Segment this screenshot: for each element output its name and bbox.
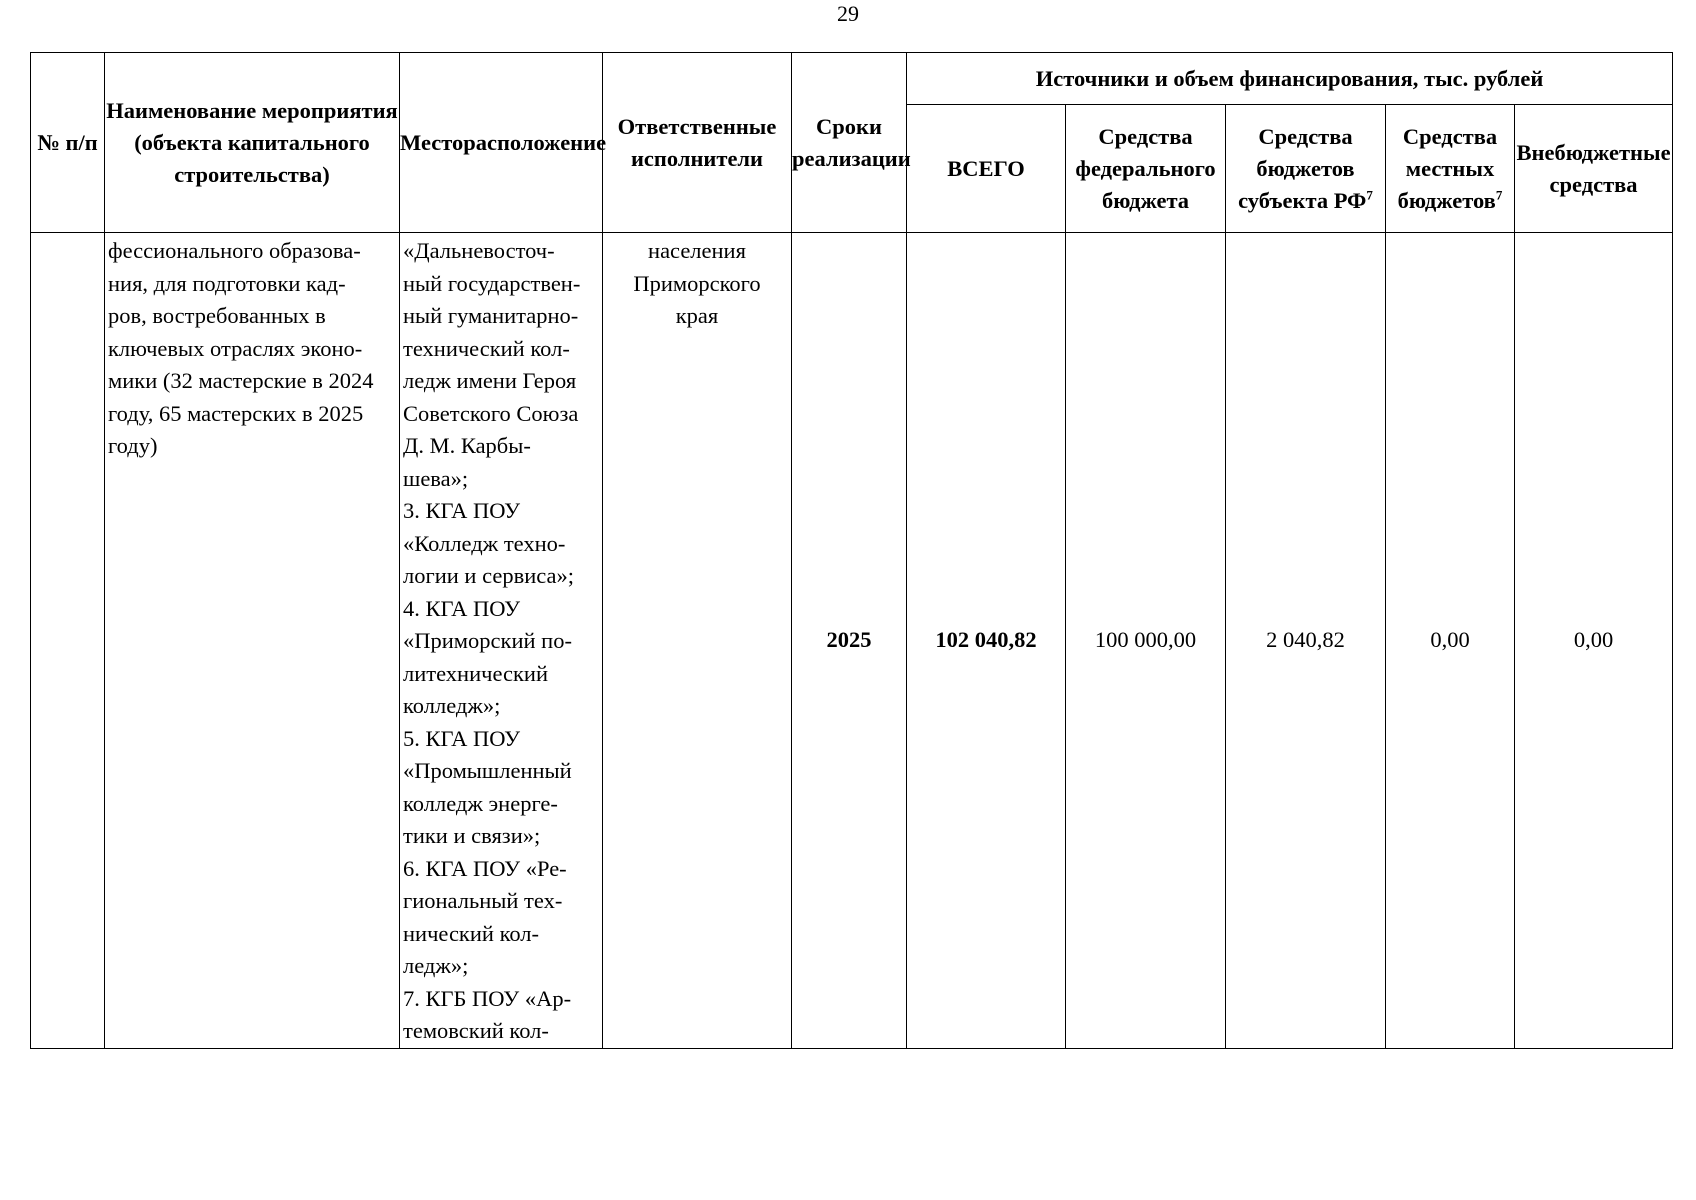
location-line: Советского Союза <box>403 400 579 426</box>
header-row-1 <box>31 53 1673 105</box>
header-extra: Внебюджетные средства <box>1515 105 1673 233</box>
header-location: Месторасположение <box>400 53 603 233</box>
header-responsible: Ответственные исполнители <box>603 53 792 233</box>
row-federal: 100 000,00 <box>1066 233 1226 1049</box>
location-line: шева»; <box>403 465 469 491</box>
location-line: тики и связи»; <box>403 823 541 848</box>
location-line: технический кол- <box>403 335 570 361</box>
location-line: ный государствен- <box>403 270 581 296</box>
name-line: ров, востребованных в <box>108 303 326 328</box>
row-responsible <box>603 233 792 1049</box>
location-line: 3. КГА ПОУ <box>403 498 521 523</box>
header-local-footnote: 7 <box>1495 187 1503 202</box>
name-line: фессионального образова- <box>108 238 361 263</box>
name-line: ключевых отраслях эконо- <box>108 335 363 361</box>
name-line: году) <box>108 433 158 458</box>
location-line: логии и сервиса»; <box>403 563 574 588</box>
funding-table <box>30 52 1673 1049</box>
location-line: Д. М. Карбы- <box>403 433 531 458</box>
location-line: гиональный тех- <box>403 888 563 913</box>
header-subject-text: Средства бюджетов субъекта РФ <box>1238 123 1367 213</box>
location-line: темовский кол- <box>403 1018 549 1043</box>
row-total: 102 040,82 <box>907 233 1066 1049</box>
header-subject <box>1226 105 1386 233</box>
header-num: № п/п <box>31 53 105 233</box>
header-federal: Средства федерального бюджета <box>1066 105 1226 233</box>
header-name: Наименование мероприятия (объекта капитального строительства) <box>105 53 400 233</box>
name-line: ния, для подготовки кад- <box>108 270 346 296</box>
location-line: 7. КГБ ПОУ «Ар- <box>403 985 572 1011</box>
page-number: 29 <box>837 1 859 26</box>
location-line: ный гуманитарно- <box>403 303 579 328</box>
location-line: колледж»; <box>403 693 501 718</box>
header-terms: Сроки реализации <box>792 53 907 233</box>
header-local <box>1386 105 1515 233</box>
name-line: мики (32 мастерские в 2024 <box>108 368 374 393</box>
row-extra: 0,00 <box>1515 233 1673 1049</box>
location-line: 5. КГА ПОУ <box>403 725 521 751</box>
header-total: ВСЕГО <box>907 105 1066 233</box>
row-num <box>31 233 105 1049</box>
location-line: «Дальневосточ- <box>403 238 555 263</box>
row-location <box>400 233 603 1049</box>
header-subject-footnote: 7 <box>1366 187 1373 202</box>
row-subject: 2 040,82 <box>1226 233 1386 1049</box>
location-line: колледж энерге- <box>403 790 558 816</box>
row-terms: 2025 <box>792 233 907 1049</box>
location-line: 6. КГА ПОУ «Ре- <box>403 855 567 881</box>
location-line: «Приморский по- <box>403 628 572 653</box>
responsible-line: края <box>675 303 719 328</box>
location-line: «Промышленный <box>403 758 572 783</box>
location-line: литехнический <box>403 660 548 686</box>
location-line: ледж»; <box>403 953 469 978</box>
row-name <box>105 233 400 1049</box>
location-line: «Колледж техно- <box>403 530 566 556</box>
header-local-text: Средства местных бюджетов <box>1397 123 1498 213</box>
location-line: ледж имени Героя <box>403 368 577 393</box>
location-line: нический кол- <box>403 920 540 946</box>
location-line: 4. КГА ПОУ <box>403 595 521 621</box>
responsible-line: Приморского <box>633 270 761 296</box>
row-local: 0,00 <box>1386 233 1515 1049</box>
header-funding-group: Источники и объем финансирования, тыс. рублей <box>907 53 1673 105</box>
name-line: году, 65 мастерских в 2025 <box>108 400 364 426</box>
table-row <box>31 233 1673 1049</box>
responsible-line: населения <box>648 238 746 263</box>
